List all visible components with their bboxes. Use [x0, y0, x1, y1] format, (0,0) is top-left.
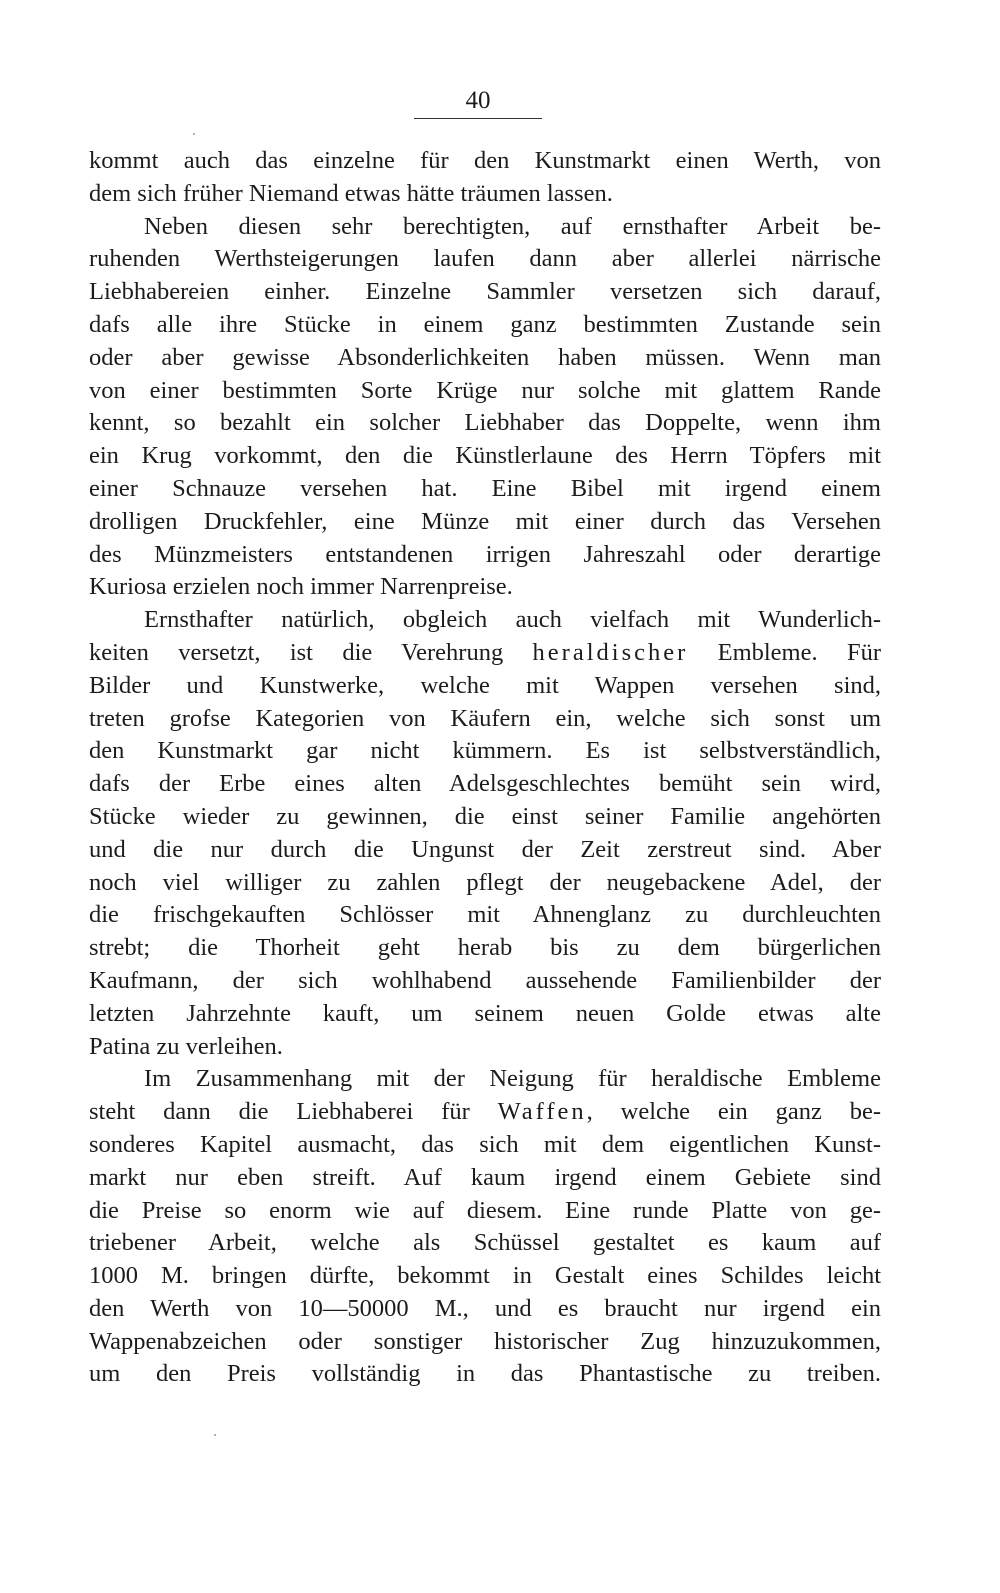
text-line: ruhenden Werthsteigerungen laufen dann aber allerlei närrische: [89, 245, 881, 273]
text-line: Kaufmann, der sich wohlhabend aussehende Familienbilder der: [89, 966, 881, 994]
emphasized-word: Waffen: [497, 1098, 587, 1126]
text-line: Bilder und Kunstwerke, welche mit Wappen versehen sind,: [89, 671, 881, 699]
text-segment: keiten versetzt, ist die Verehrung: [89, 638, 533, 666]
page-number: 40: [414, 86, 542, 119]
text-segment: steht dann die Liebhaberei für: [89, 1098, 498, 1126]
text-line: Stücke wieder zu gewinnen, die einst seiner Familie angehörten: [89, 802, 881, 830]
body-text: [89, 145, 881, 1391]
text-line: Wappenabzeichen oder sonstiger historischer Zug hinzuzukommen,: [89, 1327, 881, 1355]
text-line: kommt auch das einzelne für den Kunstmarkt einen Werth, von: [89, 147, 881, 174]
text-line: dem sich früher Niemand etwas hätte träumen lassen.: [89, 179, 613, 207]
text-line: 1000 M. bringen dürfte, bekommt in Gestalt eines Schildes leicht: [89, 1262, 881, 1290]
text-line: oder aber gewisse Absonderlichkeiten haben müssen. Wenn man: [89, 343, 881, 371]
print-speck: [193, 133, 195, 135]
text-line: Neben diesen sehr berechtigten, auf ernsthafter Arbeit be-: [144, 212, 881, 240]
text-line: Liebhabereien einher. Einzelne Sammler versetzen sich darauf,: [89, 278, 881, 306]
text-segment: , welche ein ganz be-: [586, 1098, 881, 1126]
text-line: von einer bestimmten Sorte Krüge nur solche mit glattem Rande: [89, 376, 881, 404]
text-line: drolligen Druckfehler, eine Münze mit einer durch das Versehen: [89, 507, 881, 535]
emphasized-word: heraldischer: [532, 638, 689, 666]
text-line: einer Schnauze versehen hat. Eine Bibel mit irgend einem: [89, 474, 881, 502]
text-line: strebt; die Thorheit geht herab bis zu dem bürgerlichen: [89, 934, 881, 962]
text-line: dafs alle ihre Stücke in einem ganz bestimmten Zustande sein: [89, 310, 881, 338]
text-line: Im Zusammenhang mit der Neigung für heraldische Embleme: [144, 1065, 881, 1093]
text-line: und die nur durch die Ungunst der Zeit zerstreut sind. Aber: [89, 835, 881, 863]
text-line: den Werth von 10—50000 M., und es braucht nur irgend ein: [89, 1294, 881, 1322]
text-line: um den Preis vollständig in das Phantastische zu treiben.: [89, 1360, 881, 1388]
text-line: noch viel williger zu zahlen pflegt der neugebackene Adel, der: [89, 868, 881, 896]
text-line: treten grofse Kategorien von Käufern ein, welche sich sonst um: [89, 704, 881, 732]
text-line: triebener Arbeit, welche als Schüssel gestaltet es kaum auf: [89, 1229, 881, 1257]
text-line: kennt, so bezahlt ein solcher Liebhaber das Doppelte, wenn ihm: [89, 409, 881, 437]
text-line: Ernsthafter natürlich, obgleich auch vielfach mit Wunderlich-: [144, 606, 881, 634]
text-line: die frischgekauften Schlösser mit Ahnenglanz zu durchleuchten: [89, 901, 881, 929]
text-line: dafs der Erbe eines alten Adelsgeschlechtes bemüht sein wird,: [89, 770, 881, 798]
text-line: die Preise so enorm wie auf diesem. Eine runde Platte von ge-: [89, 1196, 881, 1224]
text-line: markt nur eben streift. Auf kaum irgend einem Gebiete sind: [89, 1163, 881, 1191]
text-line: letzten Jahrzehnte kauft, um seinem neuen Golde etwas alte: [89, 999, 881, 1027]
text-line: [89, 637, 881, 670]
text-line: ein Krug vorkommt, den die Künstlerlaune des Herrn Töpfers mit: [89, 442, 881, 470]
print-speck: [214, 1434, 216, 1436]
text-line: des Münzmeisters entstandenen irrigen Jahreszahl oder derartige: [89, 540, 881, 568]
text-line: sonderes Kapitel ausmacht, das sich mit dem eigentlichen Kunst-: [89, 1130, 881, 1158]
text-line: den Kunstmarkt gar nicht kümmern. Es ist selbstverständlich,: [89, 737, 881, 765]
text-segment: Embleme. Für: [688, 638, 881, 666]
text-line: Kuriosa erzielen noch immer Narrenpreise.: [89, 573, 513, 601]
text-line: Patina zu verleihen.: [89, 1032, 283, 1060]
text-line: [89, 1096, 881, 1129]
